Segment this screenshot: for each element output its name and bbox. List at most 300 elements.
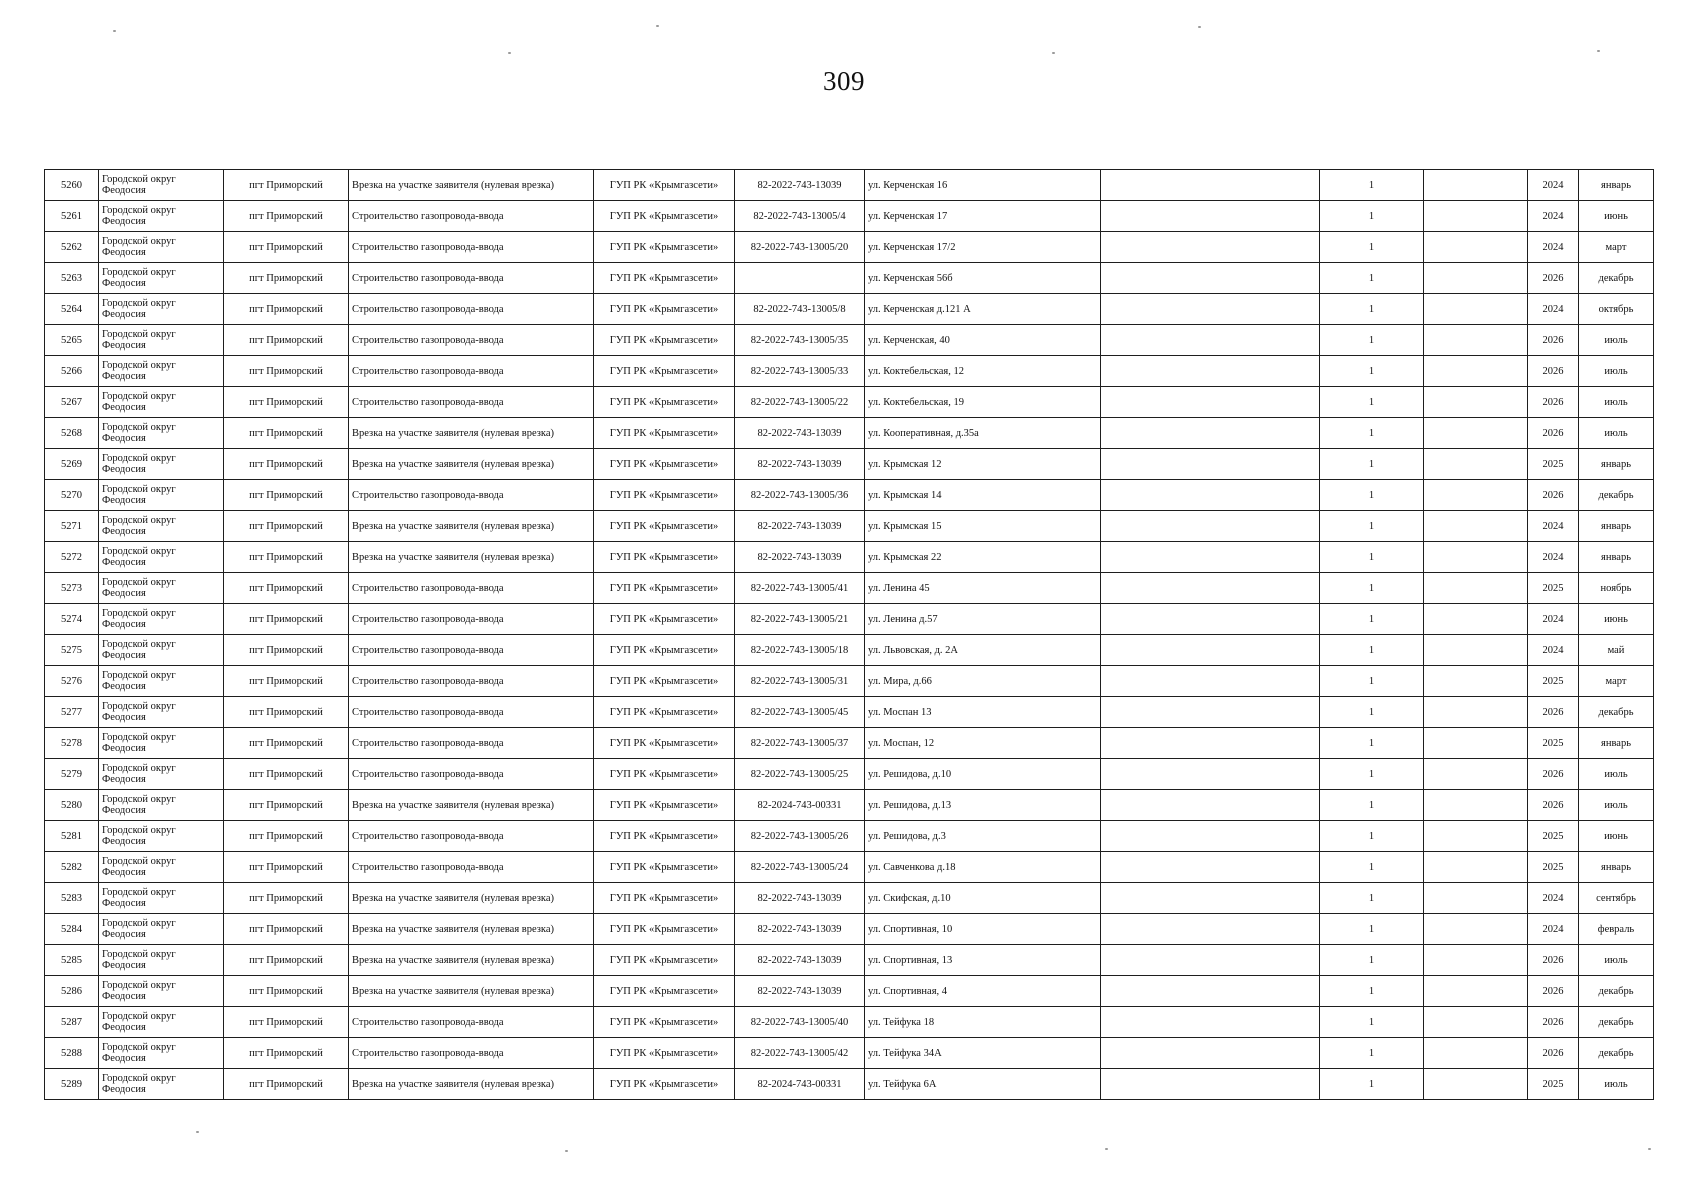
cell-work-type: Врезка на участке заявителя (нулевая врезка) [349, 418, 594, 449]
cell-settlement: пгт Приморский [224, 170, 349, 201]
cell-owner: ГУП РК «Крымгазсети» [594, 976, 735, 1007]
scan-speck [1597, 50, 1600, 52]
cell-address: ул. Моспан 13 [865, 697, 1101, 728]
cell-registration-code: 82-2022-743-13005/20 [735, 232, 865, 263]
cell-row-number: 5261 [45, 201, 99, 232]
cell-work-type: Строительство газопровода-ввода [349, 821, 594, 852]
cell-empty-cell [1101, 697, 1320, 728]
cell-settlement: пгт Приморский [224, 604, 349, 635]
table-row [45, 604, 1654, 635]
cell-owner: ГУП РК «Крымгазсети» [594, 604, 735, 635]
cell-owner: ГУП РК «Крымгазсети» [594, 945, 735, 976]
cell-quantity: 1 [1320, 449, 1424, 480]
cell-registration-code: 82-2022-743-13005/24 [735, 852, 865, 883]
cell-settlement: пгт Приморский [224, 511, 349, 542]
cell-month: январь [1579, 511, 1654, 542]
cell-empty-cell [1101, 232, 1320, 263]
cell-month: июль [1579, 790, 1654, 821]
cell-owner: ГУП РК «Крымгазсети» [594, 511, 735, 542]
table-row [45, 325, 1654, 356]
cell-year: 2024 [1528, 170, 1579, 201]
cell-owner: ГУП РК «Крымгазсети» [594, 635, 735, 666]
cell-district: Городской округ Феодосия [99, 1007, 224, 1038]
table-row [45, 666, 1654, 697]
cell-owner: ГУП РК «Крымгазсети» [594, 1069, 735, 1100]
cell-registration-code: 82-2022-743-13039 [735, 914, 865, 945]
cell-district: Городской округ Феодосия [99, 480, 224, 511]
cell-empty-cell [1424, 418, 1528, 449]
cell-address: ул. Керченская д.121 А [865, 294, 1101, 325]
cell-registration-code [735, 263, 865, 294]
cell-work-type: Строительство газопровода-ввода [349, 201, 594, 232]
cell-month: январь [1579, 728, 1654, 759]
cell-address: ул. Крымская 22 [865, 542, 1101, 573]
cell-month: сентябрь [1579, 883, 1654, 914]
cell-registration-code: 82-2024-743-00331 [735, 1069, 865, 1100]
cell-empty-cell [1424, 1038, 1528, 1069]
table-row [45, 542, 1654, 573]
cell-district: Городской округ Феодосия [99, 666, 224, 697]
table-row [45, 914, 1654, 945]
cell-district: Городской округ Феодосия [99, 914, 224, 945]
cell-quantity: 1 [1320, 325, 1424, 356]
cell-empty-cell [1101, 1069, 1320, 1100]
cell-year: 2026 [1528, 1038, 1579, 1069]
cell-registration-code: 82-2022-743-13039 [735, 449, 865, 480]
table-row [45, 635, 1654, 666]
cell-quantity: 1 [1320, 542, 1424, 573]
cell-year: 2024 [1528, 294, 1579, 325]
cell-work-type: Врезка на участке заявителя (нулевая врезка) [349, 945, 594, 976]
cell-empty-cell [1424, 604, 1528, 635]
cell-owner: ГУП РК «Крымгазсети» [594, 697, 735, 728]
cell-registration-code: 82-2022-743-13005/40 [735, 1007, 865, 1038]
cell-row-number: 5266 [45, 356, 99, 387]
cell-row-number: 5285 [45, 945, 99, 976]
scan-speck [1052, 52, 1055, 54]
cell-settlement: пгт Приморский [224, 852, 349, 883]
cell-row-number: 5270 [45, 480, 99, 511]
cell-address: ул. Ленина д.57 [865, 604, 1101, 635]
cell-work-type: Врезка на участке заявителя (нулевая врезка) [349, 1069, 594, 1100]
cell-district: Городской округ Феодосия [99, 232, 224, 263]
cell-district: Городской округ Феодосия [99, 418, 224, 449]
cell-row-number: 5271 [45, 511, 99, 542]
cell-work-type: Врезка на участке заявителя (нулевая врезка) [349, 914, 594, 945]
cell-owner: ГУП РК «Крымгазсети» [594, 356, 735, 387]
cell-work-type: Врезка на участке заявителя (нулевая врезка) [349, 170, 594, 201]
cell-district: Городской округ Феодосия [99, 759, 224, 790]
table-row [45, 1007, 1654, 1038]
cell-settlement: пгт Приморский [224, 945, 349, 976]
cell-registration-code: 82-2022-743-13039 [735, 542, 865, 573]
cell-empty-cell [1101, 511, 1320, 542]
cell-empty-cell [1101, 542, 1320, 573]
cell-empty-cell [1424, 790, 1528, 821]
scan-speck [1105, 1148, 1108, 1150]
cell-address: ул. Тейфука 34А [865, 1038, 1101, 1069]
scan-speck [113, 30, 116, 32]
cell-owner: ГУП РК «Крымгазсети» [594, 852, 735, 883]
cell-address: ул. Крымская 12 [865, 449, 1101, 480]
table-row [45, 511, 1654, 542]
cell-registration-code: 82-2022-743-13005/36 [735, 480, 865, 511]
cell-owner: ГУП РК «Крымгазсети» [594, 728, 735, 759]
table-row [45, 976, 1654, 1007]
cell-quantity: 1 [1320, 573, 1424, 604]
cell-registration-code: 82-2022-743-13039 [735, 976, 865, 1007]
cell-year: 2024 [1528, 883, 1579, 914]
cell-row-number: 5273 [45, 573, 99, 604]
cell-owner: ГУП РК «Крымгазсети» [594, 418, 735, 449]
cell-registration-code: 82-2022-743-13039 [735, 418, 865, 449]
cell-empty-cell [1424, 852, 1528, 883]
register-table [44, 169, 1654, 1100]
cell-empty-cell [1101, 263, 1320, 294]
cell-year: 2025 [1528, 852, 1579, 883]
cell-district: Городской округ Феодосия [99, 573, 224, 604]
cell-address: ул. Спортивная, 13 [865, 945, 1101, 976]
cell-quantity: 1 [1320, 976, 1424, 1007]
cell-quantity: 1 [1320, 604, 1424, 635]
cell-registration-code: 82-2022-743-13039 [735, 170, 865, 201]
table-row [45, 294, 1654, 325]
cell-address: ул. Кооперативная, д.35а [865, 418, 1101, 449]
cell-quantity: 1 [1320, 852, 1424, 883]
cell-empty-cell [1101, 945, 1320, 976]
cell-row-number: 5275 [45, 635, 99, 666]
register-rows [45, 170, 1654, 1100]
cell-year: 2025 [1528, 821, 1579, 852]
cell-district: Городской округ Феодосия [99, 976, 224, 1007]
cell-address: ул. Савченкова д.18 [865, 852, 1101, 883]
cell-month: декабрь [1579, 697, 1654, 728]
cell-owner: ГУП РК «Крымгазсети» [594, 480, 735, 511]
cell-empty-cell [1101, 573, 1320, 604]
cell-address: ул. Ленина 45 [865, 573, 1101, 604]
cell-owner: ГУП РК «Крымгазсети» [594, 232, 735, 263]
cell-year: 2025 [1528, 1069, 1579, 1100]
table-row [45, 1069, 1654, 1100]
table-row [45, 480, 1654, 511]
cell-year: 2024 [1528, 201, 1579, 232]
cell-empty-cell [1101, 883, 1320, 914]
cell-empty-cell [1424, 201, 1528, 232]
cell-row-number: 5287 [45, 1007, 99, 1038]
cell-quantity: 1 [1320, 356, 1424, 387]
cell-registration-code: 82-2022-743-13005/31 [735, 666, 865, 697]
cell-empty-cell [1101, 449, 1320, 480]
cell-empty-cell [1424, 821, 1528, 852]
cell-owner: ГУП РК «Крымгазсети» [594, 294, 735, 325]
cell-registration-code: 82-2022-743-13005/22 [735, 387, 865, 418]
cell-empty-cell [1101, 1038, 1320, 1069]
cell-settlement: пгт Приморский [224, 201, 349, 232]
cell-work-type: Строительство газопровода-ввода [349, 666, 594, 697]
cell-district: Городской округ Феодосия [99, 635, 224, 666]
cell-empty-cell [1424, 883, 1528, 914]
cell-month: июль [1579, 418, 1654, 449]
cell-month: июль [1579, 1069, 1654, 1100]
table-row [45, 945, 1654, 976]
cell-year: 2024 [1528, 604, 1579, 635]
table-row [45, 821, 1654, 852]
cell-year: 2026 [1528, 325, 1579, 356]
cell-district: Городской округ Феодосия [99, 883, 224, 914]
cell-registration-code: 82-2022-743-13005/45 [735, 697, 865, 728]
cell-district: Городской округ Феодосия [99, 325, 224, 356]
cell-month: декабрь [1579, 480, 1654, 511]
cell-empty-cell [1424, 387, 1528, 418]
cell-year: 2025 [1528, 666, 1579, 697]
scan-speck [1648, 1148, 1651, 1150]
cell-empty-cell [1424, 945, 1528, 976]
cell-owner: ГУП РК «Крымгазсети» [594, 201, 735, 232]
cell-month: декабрь [1579, 1038, 1654, 1069]
scan-speck [508, 52, 511, 54]
cell-address: ул. Керченская 17 [865, 201, 1101, 232]
scan-speck [565, 1150, 568, 1152]
cell-settlement: пгт Приморский [224, 728, 349, 759]
cell-empty-cell [1424, 666, 1528, 697]
cell-registration-code: 82-2022-743-13005/26 [735, 821, 865, 852]
cell-settlement: пгт Приморский [224, 573, 349, 604]
cell-row-number: 5280 [45, 790, 99, 821]
cell-settlement: пгт Приморский [224, 1038, 349, 1069]
cell-address: ул. Крымская 15 [865, 511, 1101, 542]
cell-work-type: Врезка на участке заявителя (нулевая врезка) [349, 976, 594, 1007]
cell-empty-cell [1424, 294, 1528, 325]
cell-address: ул. Керченская, 40 [865, 325, 1101, 356]
cell-empty-cell [1101, 790, 1320, 821]
table-row [45, 790, 1654, 821]
cell-month: июль [1579, 759, 1654, 790]
cell-work-type: Строительство газопровода-ввода [349, 604, 594, 635]
cell-row-number: 5284 [45, 914, 99, 945]
cell-empty-cell [1101, 728, 1320, 759]
scan-speck [1198, 26, 1201, 28]
cell-empty-cell [1101, 635, 1320, 666]
cell-settlement: пгт Приморский [224, 356, 349, 387]
cell-row-number: 5260 [45, 170, 99, 201]
cell-row-number: 5265 [45, 325, 99, 356]
cell-empty-cell [1101, 170, 1320, 201]
cell-quantity: 1 [1320, 511, 1424, 542]
cell-district: Городской округ Феодосия [99, 542, 224, 573]
cell-row-number: 5283 [45, 883, 99, 914]
scan-speck [656, 25, 659, 27]
cell-settlement: пгт Приморский [224, 1069, 349, 1100]
cell-settlement: пгт Приморский [224, 542, 349, 573]
cell-row-number: 5276 [45, 666, 99, 697]
cell-row-number: 5288 [45, 1038, 99, 1069]
cell-quantity: 1 [1320, 170, 1424, 201]
table-row [45, 387, 1654, 418]
cell-empty-cell [1101, 325, 1320, 356]
cell-quantity: 1 [1320, 418, 1424, 449]
cell-empty-cell [1101, 976, 1320, 1007]
cell-address: ул. Керченская 56б [865, 263, 1101, 294]
cell-year: 2026 [1528, 697, 1579, 728]
table-row [45, 852, 1654, 883]
cell-district: Городской округ Феодосия [99, 852, 224, 883]
cell-row-number: 5278 [45, 728, 99, 759]
cell-quantity: 1 [1320, 263, 1424, 294]
cell-district: Городской округ Феодосия [99, 387, 224, 418]
cell-empty-cell [1101, 418, 1320, 449]
cell-year: 2025 [1528, 449, 1579, 480]
cell-empty-cell [1101, 480, 1320, 511]
cell-empty-cell [1424, 697, 1528, 728]
cell-quantity: 1 [1320, 759, 1424, 790]
cell-month: июнь [1579, 604, 1654, 635]
cell-year: 2026 [1528, 356, 1579, 387]
cell-empty-cell [1101, 821, 1320, 852]
cell-year: 2026 [1528, 976, 1579, 1007]
cell-quantity: 1 [1320, 666, 1424, 697]
table-row [45, 356, 1654, 387]
cell-address: ул. Спортивная, 10 [865, 914, 1101, 945]
cell-empty-cell [1424, 232, 1528, 263]
cell-quantity: 1 [1320, 635, 1424, 666]
cell-month: январь [1579, 852, 1654, 883]
cell-district: Городской округ Феодосия [99, 604, 224, 635]
cell-month: январь [1579, 542, 1654, 573]
cell-empty-cell [1424, 1069, 1528, 1100]
cell-address: ул. Моспан, 12 [865, 728, 1101, 759]
cell-district: Городской округ Феодосия [99, 449, 224, 480]
cell-empty-cell [1101, 666, 1320, 697]
cell-settlement: пгт Приморский [224, 883, 349, 914]
cell-year: 2025 [1528, 728, 1579, 759]
cell-district: Городской округ Феодосия [99, 790, 224, 821]
cell-empty-cell [1424, 573, 1528, 604]
cell-registration-code: 82-2022-743-13039 [735, 511, 865, 542]
cell-year: 2026 [1528, 418, 1579, 449]
cell-empty-cell [1101, 852, 1320, 883]
cell-row-number: 5281 [45, 821, 99, 852]
cell-month: март [1579, 666, 1654, 697]
cell-registration-code: 82-2022-743-13005/18 [735, 635, 865, 666]
cell-settlement: пгт Приморский [224, 263, 349, 294]
cell-address: ул. Тейфука 18 [865, 1007, 1101, 1038]
cell-registration-code: 82-2022-743-13005/4 [735, 201, 865, 232]
cell-year: 2025 [1528, 573, 1579, 604]
cell-quantity: 1 [1320, 387, 1424, 418]
table-row [45, 759, 1654, 790]
cell-district: Городской округ Феодосия [99, 1069, 224, 1100]
cell-owner: ГУП РК «Крымгазсети» [594, 1038, 735, 1069]
cell-owner: ГУП РК «Крымгазсети» [594, 325, 735, 356]
cell-work-type: Строительство газопровода-ввода [349, 356, 594, 387]
cell-quantity: 1 [1320, 1069, 1424, 1100]
cell-owner: ГУП РК «Крымгазсети» [594, 883, 735, 914]
cell-month: май [1579, 635, 1654, 666]
cell-district: Городской округ Феодосия [99, 170, 224, 201]
cell-empty-cell [1101, 201, 1320, 232]
cell-row-number: 5282 [45, 852, 99, 883]
cell-work-type: Строительство газопровода-ввода [349, 325, 594, 356]
cell-empty-cell [1101, 759, 1320, 790]
cell-empty-cell [1424, 728, 1528, 759]
cell-address: ул. Коктебельская, 19 [865, 387, 1101, 418]
cell-work-type: Строительство газопровода-ввода [349, 387, 594, 418]
table-row [45, 170, 1654, 201]
cell-settlement: пгт Приморский [224, 418, 349, 449]
cell-work-type: Строительство газопровода-ввода [349, 759, 594, 790]
cell-registration-code: 82-2022-743-13039 [735, 945, 865, 976]
cell-empty-cell [1101, 914, 1320, 945]
table-row [45, 1038, 1654, 1069]
cell-work-type: Врезка на участке заявителя (нулевая врезка) [349, 790, 594, 821]
cell-year: 2024 [1528, 511, 1579, 542]
cell-settlement: пгт Приморский [224, 666, 349, 697]
cell-quantity: 1 [1320, 294, 1424, 325]
cell-address: ул. Коктебельская, 12 [865, 356, 1101, 387]
cell-registration-code: 82-2022-743-13005/37 [735, 728, 865, 759]
cell-month: октябрь [1579, 294, 1654, 325]
cell-quantity: 1 [1320, 697, 1424, 728]
cell-work-type: Строительство газопровода-ввода [349, 1007, 594, 1038]
table-row [45, 232, 1654, 263]
cell-registration-code: 82-2024-743-00331 [735, 790, 865, 821]
cell-work-type: Строительство газопровода-ввода [349, 480, 594, 511]
cell-year: 2026 [1528, 759, 1579, 790]
cell-work-type: Врезка на участке заявителя (нулевая врезка) [349, 542, 594, 573]
cell-month: июнь [1579, 821, 1654, 852]
cell-empty-cell [1424, 449, 1528, 480]
cell-year: 2024 [1528, 232, 1579, 263]
cell-district: Городской округ Феодосия [99, 263, 224, 294]
cell-year: 2026 [1528, 945, 1579, 976]
cell-year: 2026 [1528, 1007, 1579, 1038]
cell-month: январь [1579, 170, 1654, 201]
cell-registration-code: 82-2022-743-13005/25 [735, 759, 865, 790]
cell-year: 2024 [1528, 542, 1579, 573]
cell-settlement: пгт Приморский [224, 914, 349, 945]
scan-speck [196, 1131, 199, 1133]
cell-empty-cell [1101, 1007, 1320, 1038]
cell-owner: ГУП РК «Крымгазсети» [594, 170, 735, 201]
cell-empty-cell [1424, 356, 1528, 387]
cell-quantity: 1 [1320, 821, 1424, 852]
cell-settlement: пгт Приморский [224, 1007, 349, 1038]
cell-settlement: пгт Приморский [224, 790, 349, 821]
cell-settlement: пгт Приморский [224, 449, 349, 480]
cell-empty-cell [1101, 387, 1320, 418]
cell-empty-cell [1424, 976, 1528, 1007]
cell-year: 2026 [1528, 480, 1579, 511]
cell-empty-cell [1424, 263, 1528, 294]
cell-district: Городской округ Феодосия [99, 728, 224, 759]
cell-owner: ГУП РК «Крымгазсети» [594, 1007, 735, 1038]
cell-year: 2026 [1528, 387, 1579, 418]
cell-address: ул. Мира, д.66 [865, 666, 1101, 697]
cell-registration-code: 82-2022-743-13005/21 [735, 604, 865, 635]
cell-work-type: Врезка на участке заявителя (нулевая врезка) [349, 449, 594, 480]
cell-empty-cell [1424, 759, 1528, 790]
cell-row-number: 5263 [45, 263, 99, 294]
cell-owner: ГУП РК «Крымгазсети» [594, 759, 735, 790]
cell-empty-cell [1101, 294, 1320, 325]
cell-row-number: 5279 [45, 759, 99, 790]
cell-year: 2024 [1528, 914, 1579, 945]
cell-work-type: Врезка на участке заявителя (нулевая врезка) [349, 511, 594, 542]
cell-empty-cell [1424, 170, 1528, 201]
cell-quantity: 1 [1320, 232, 1424, 263]
cell-address: ул. Спортивная, 4 [865, 976, 1101, 1007]
cell-settlement: пгт Приморский [224, 325, 349, 356]
